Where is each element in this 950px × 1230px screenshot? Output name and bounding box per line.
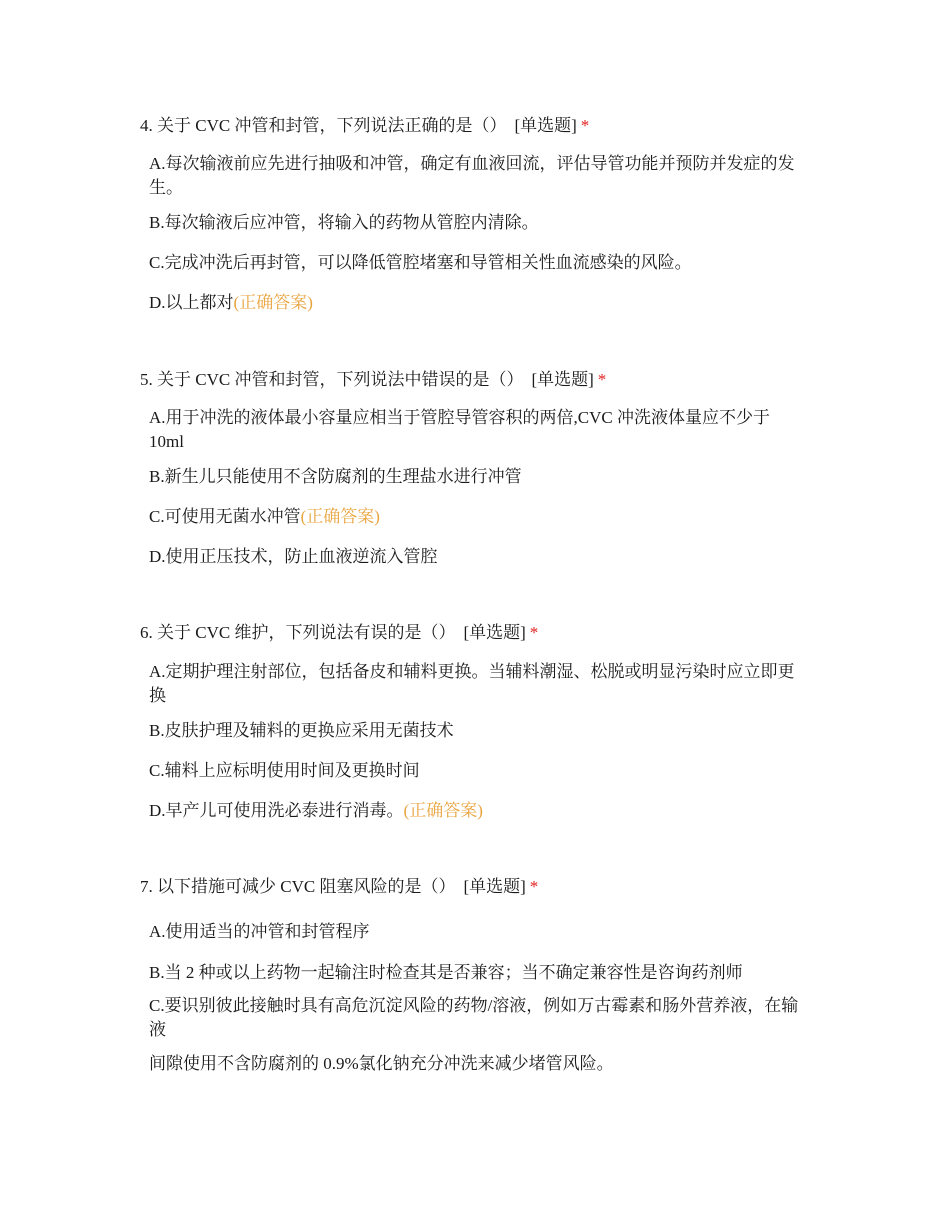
option-a[interactable]: A.每次输液前应先进行抽吸和冲管，确定有血液回流，评估导管功能并预防并发症的发生。 bbox=[149, 154, 795, 197]
question-title bbox=[140, 875, 820, 899]
question-type: [单选题] bbox=[463, 623, 526, 642]
option-d[interactable]: D.使用正压技术，防止血液逆流入管腔 bbox=[149, 547, 438, 566]
option-a[interactable]: A.用于冲洗的液体最小容量应相当于管腔导管容积的两倍,CVC 冲洗液体量应不少于 10ml bbox=[149, 408, 770, 451]
option-b[interactable]: B.每次输液后应冲管，将输入的药物从管腔内清除。 bbox=[149, 213, 539, 232]
question-7 bbox=[140, 875, 820, 1073]
question-6 bbox=[140, 621, 820, 820]
question-title bbox=[140, 368, 820, 392]
correct-answer-label: (正确答案) bbox=[233, 293, 313, 312]
question-title bbox=[140, 621, 820, 645]
option-c[interactable]: C.辅料上应标明使用时间及更换时间 bbox=[149, 761, 420, 780]
required-mark: * bbox=[529, 623, 539, 642]
option-d[interactable]: D.早产儿可使用洗必泰进行消毒。(正确答案) bbox=[149, 801, 483, 820]
option-d[interactable]: D.以上都对(正确答案) bbox=[149, 293, 313, 312]
option-c[interactable]: C.完成冲洗后再封管，可以降低管腔堵塞和导管相关性血流感染的风险。 bbox=[149, 253, 692, 272]
question-type: [单选题] bbox=[463, 877, 526, 896]
question-4 bbox=[140, 114, 820, 312]
option-b[interactable]: B.新生儿只能使用不含防腐剂的生理盐水进行冲管 bbox=[149, 467, 522, 486]
required-mark: * bbox=[597, 370, 607, 389]
question-text: 7. 以下措施可减少 CVC 阻塞风险的是（） bbox=[140, 877, 456, 896]
question-type: [单选题] bbox=[531, 370, 594, 389]
question-text: 6. 关于 CVC 维护，下列说法有误的是（） bbox=[140, 623, 456, 642]
question-type: [单选题] bbox=[514, 116, 577, 135]
option-c[interactable]: C.要识别彼此接触时具有高危沉淀风险的药物/溶液，例如万古霉素和肠外营养液，在输液 bbox=[149, 996, 799, 1039]
option-b[interactable]: B.皮肤护理及辅料的更换应采用无菌技术 bbox=[149, 721, 454, 740]
correct-answer-label: (正确答案) bbox=[300, 507, 380, 526]
correct-answer-label: (正确答案) bbox=[403, 801, 483, 820]
option-c-continued: 间隙使用不含防腐剂的 0.9%氯化钠充分冲洗来减少堵管风险。 bbox=[149, 1054, 614, 1073]
option-a[interactable]: A.使用适当的冲管和封管程序 bbox=[149, 922, 370, 941]
question-text: 5. 关于 CVC 冲管和封管，下列说法中错误的是（） bbox=[140, 370, 524, 389]
option-c[interactable]: C.可使用无菌水冲管(正确答案) bbox=[149, 507, 380, 526]
question-5 bbox=[140, 368, 820, 566]
question-title bbox=[140, 114, 820, 138]
option-b[interactable]: B.当 2 种或以上药物一起输注时检查其是否兼容；当不确定兼容性是咨询药剂师 bbox=[149, 963, 743, 982]
required-mark: * bbox=[580, 116, 590, 135]
option-a[interactable]: A.定期护理注射部位，包括备皮和辅料更换。当辅料潮湿、松脱或明显污染时应立即更换 bbox=[149, 662, 795, 705]
required-mark: * bbox=[529, 877, 539, 896]
question-text: 4. 关于 CVC 冲管和封管，下列说法正确的是（） bbox=[140, 116, 507, 135]
